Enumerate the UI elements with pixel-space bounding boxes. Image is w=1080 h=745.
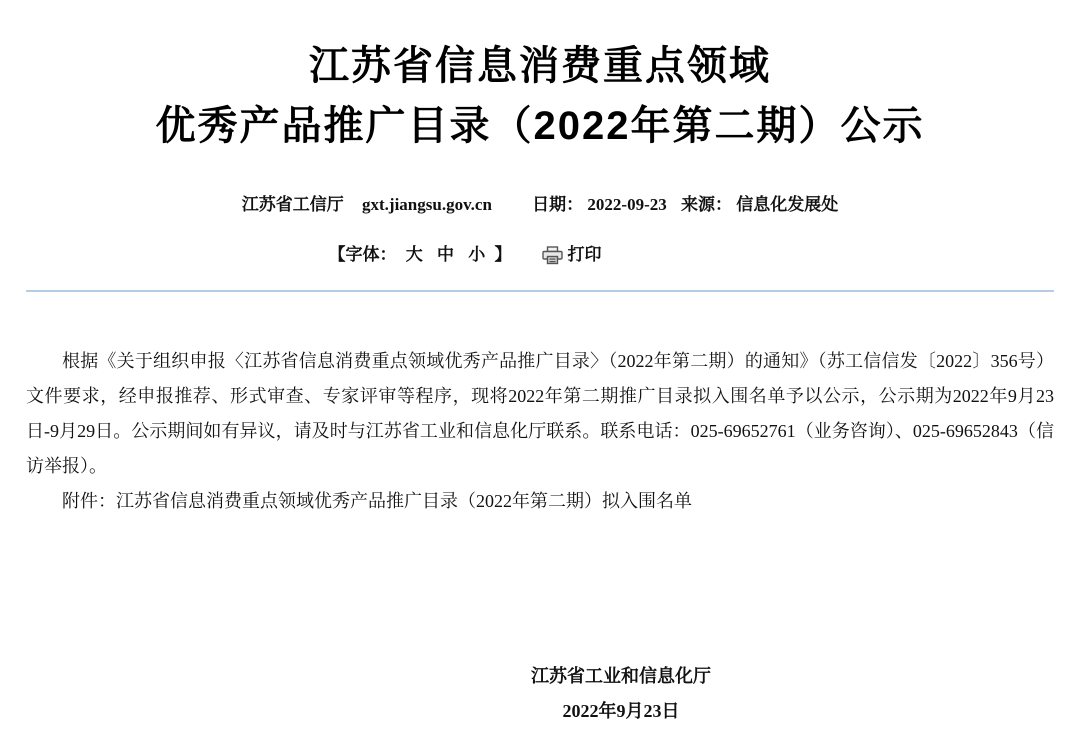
page-title	[0, 0, 1080, 156]
signature-date: 2022年9月23日	[562, 701, 680, 721]
site-url: gxt.jiangsu.gov.cn	[362, 195, 492, 214]
divider	[26, 290, 1054, 292]
print-button-label: 打印	[567, 245, 602, 264]
font-size-prefix: 【字体：	[328, 245, 397, 264]
toolbar-row	[0, 244, 1005, 266]
font-size-suffix: 】	[494, 245, 512, 264]
meta-row	[0, 194, 1080, 216]
source-org: 江苏省工信厅	[241, 195, 344, 214]
font-size-small-button[interactable]: 小	[468, 245, 486, 264]
print-button[interactable]	[542, 244, 602, 266]
font-size-control	[329, 244, 512, 266]
origin-value: 信息化发展处	[736, 195, 839, 214]
announcement-paragraph: 根据《关于组织申报〈江苏省信息消费重点领域优秀产品推广目录〉（2022年第二期）的通知》（苏工信信发〔2022〕356号）文件要求，经申报推荐、形式审查、专家评审等程序，现将2022年第二期推广目录拟入围名单予以公示，公示期为2022年9月23日-9月29日。公示期间如有异议，请及时与江苏省工业和信息化厅联系。联系电话：025-69652761（业务咨询）、025-69652843（信访举报）。	[26, 351, 1054, 476]
signature-org: 江苏省工业和信息化厅	[531, 666, 711, 686]
printer-icon	[542, 246, 563, 265]
page-title-line1: 江苏省信息消费重点领域	[309, 44, 771, 88]
announcement-body	[26, 344, 1054, 519]
date-label: 日期：	[532, 195, 584, 214]
font-size-medium-button[interactable]: 中	[437, 245, 454, 264]
origin-label: 来源：	[680, 195, 732, 214]
attachment-link[interactable]: 附件：江苏省信息消费重点领域优秀产品推广目录（2022年第二期）拟入围名单	[62, 491, 692, 511]
signature-block	[81, 659, 1080, 729]
page-title-line2: 优秀产品推广目录（2022年第二期）公示	[155, 104, 925, 148]
font-size-large-button[interactable]: 大	[405, 245, 423, 264]
date-value: 2022-09-23	[587, 195, 667, 214]
